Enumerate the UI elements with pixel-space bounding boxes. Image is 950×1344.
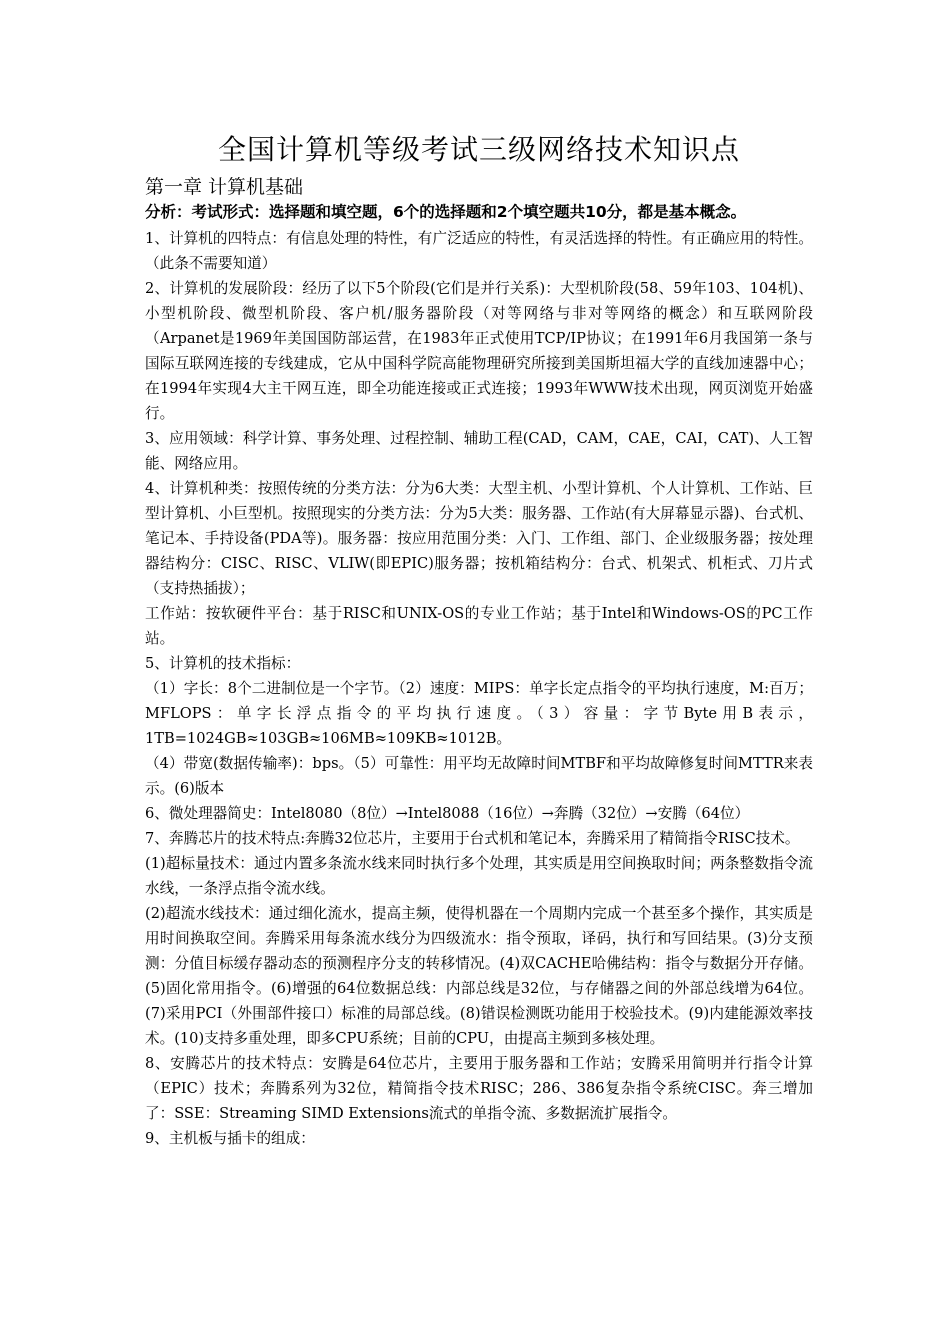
- paragraph-2: 2、计算机的发展阶段：经历了以下5个阶段(它们是并行关系)：大型机阶段(58、59年103、104机)、小型机阶段、微型机阶段、客户机/服务器阶段（对等网络与非对等网络的概念）和互联网阶段（Arpanet是1969年美国国防部运营，在1983年正式使用TCP/IP协议；在1991年6月我国第一条与国际互联网连接的专线建成，它从中国科学院高能物理研究所接到美国斯坦福大学的直线加速器中心；在1994年实现4大主干网互连，即全功能连接或正式连接；1993年WWW技术出现，网页浏览开始盛行。: [145, 280, 813, 422]
- paragraph-5-heading: 5、计算机的技术指标：: [145, 655, 301, 672]
- document-title: 全国计算机等级考试三级网络技术知识点: [217, 133, 740, 166]
- paragraph-7: 7、奔腾芯片的技术特点:奔腾32位芯片，主要用于台式机和笔记本，奔腾采用了精简指令RISC技术。: [145, 830, 800, 847]
- analysis-note: 分析：考试形式：选择题和填空题，6个的选择题和2个填空题共10分，都是基本概念。: [145, 203, 747, 221]
- paragraph-5-bandwidth: （4）带宽(数据传输率)：bps。（5）可靠性：用平均无故障时间MTBF和平均故障修复时间MTTR来表示。(6)版本: [145, 755, 813, 797]
- paragraph-4: 4、计算机种类：按照传统的分类方法：分为6大类：大型主机、小型计算机、个人计算机、工作站、巨型计算机、小巨型机。按照现实的分类方法：分为5大类：服务器、工作站(有大屏幕显示器)、台式机、笔记本、手持设备(PDA等)。服务器：按应用范围分类：入门、工作组、部门、企业级服务器；按处理器结构分：CISC、RISC、VLIW(即EPIC)服务器；按机箱结构分：台式、机架式、机柜式、刀片式（支持热插拔）；: [145, 480, 813, 597]
- paragraph-3: 3、应用领域：科学计算、事务处理、过程控制、辅助工程(CAD，CAM，CAE，CAI，CAT)、人工智能、网络应用。: [145, 430, 813, 472]
- paragraph-6: 6、微处理器简史：Intel8080（8位）→Intel8088（16位）→奔腾（32位）→安腾（64位）: [145, 805, 750, 822]
- paragraph-9: 9、主机板与插卡的组成：: [145, 1130, 315, 1147]
- paragraph-7-superpipeline: (2)超流水线技术：通过细化流水，提高主频，使得机器在一个周期内完成一个甚至多个操作，其实质是用时间换取空间。奔腾采用每条流水线分为四级流水：指令预取，译码，执行和写回结果。(3)分支预测：分值目标缓存器动态的预测程序分支的转移情况。(4)双CACHE哈佛结构：指令与数据分开存储。(5)固化常用指令。(6)增强的64位数据总线：内部总线是32位，与存储器之间的外部总线增为64位。(7)采用PCI（外围部件接口）标准的局部总线。(8)错误检测既功能用于校验技术。(9)内建能源效率技术。(10)支持多重处理，即多CPU系统；目前的CPU，由提高主频到多核处理。: [145, 905, 813, 1047]
- paragraph-workstation: 工作站：按软硬件平台：基于RISC和UNIX-OS的专业工作站；基于Intel和Windows-OS的PC工作站。: [145, 605, 813, 647]
- paragraph-7-superscalar: (1)超标量技术：通过内置多条流水线来同时执行多个处理，其实质是用空间换取时间；两条整数指令流水线，一条浮点指令流水线。: [145, 855, 813, 897]
- paragraph-5-metrics: （1）字长：8个二进制位是一个字节。（2）速度：MIPS：单字长定点指令的平均执行速度，M:百万；MFLOPS：单字长浮点指令的平均执行速度。（3）容量：字节Byte用B表示，1TB=1024GB≈103GB≈106MB≈109KB≈1012B。: [145, 680, 813, 747]
- chapter-heading: 第一章 计算机基础: [145, 176, 304, 198]
- paragraph-8: 8、安腾芯片的技术特点：安腾是64位芯片，主要用于服务器和工作站；安腾采用简明并行指令计算（EPIC）技术；奔腾系列为32位，精简指令技术RISC；286、386复杂指令系统CISC。奔三增加了：SSE：Streaming SIMD Extensions流式的单指令流、多数据流扩展指令。: [145, 1055, 813, 1122]
- paragraph-1: 1、计算机的四特点：有信息处理的特性，有广泛适应的特性，有灵活选择的特性。有正确应用的特性。（此条不需要知道）: [145, 230, 813, 272]
- document-body: [145, 130, 813, 1151]
